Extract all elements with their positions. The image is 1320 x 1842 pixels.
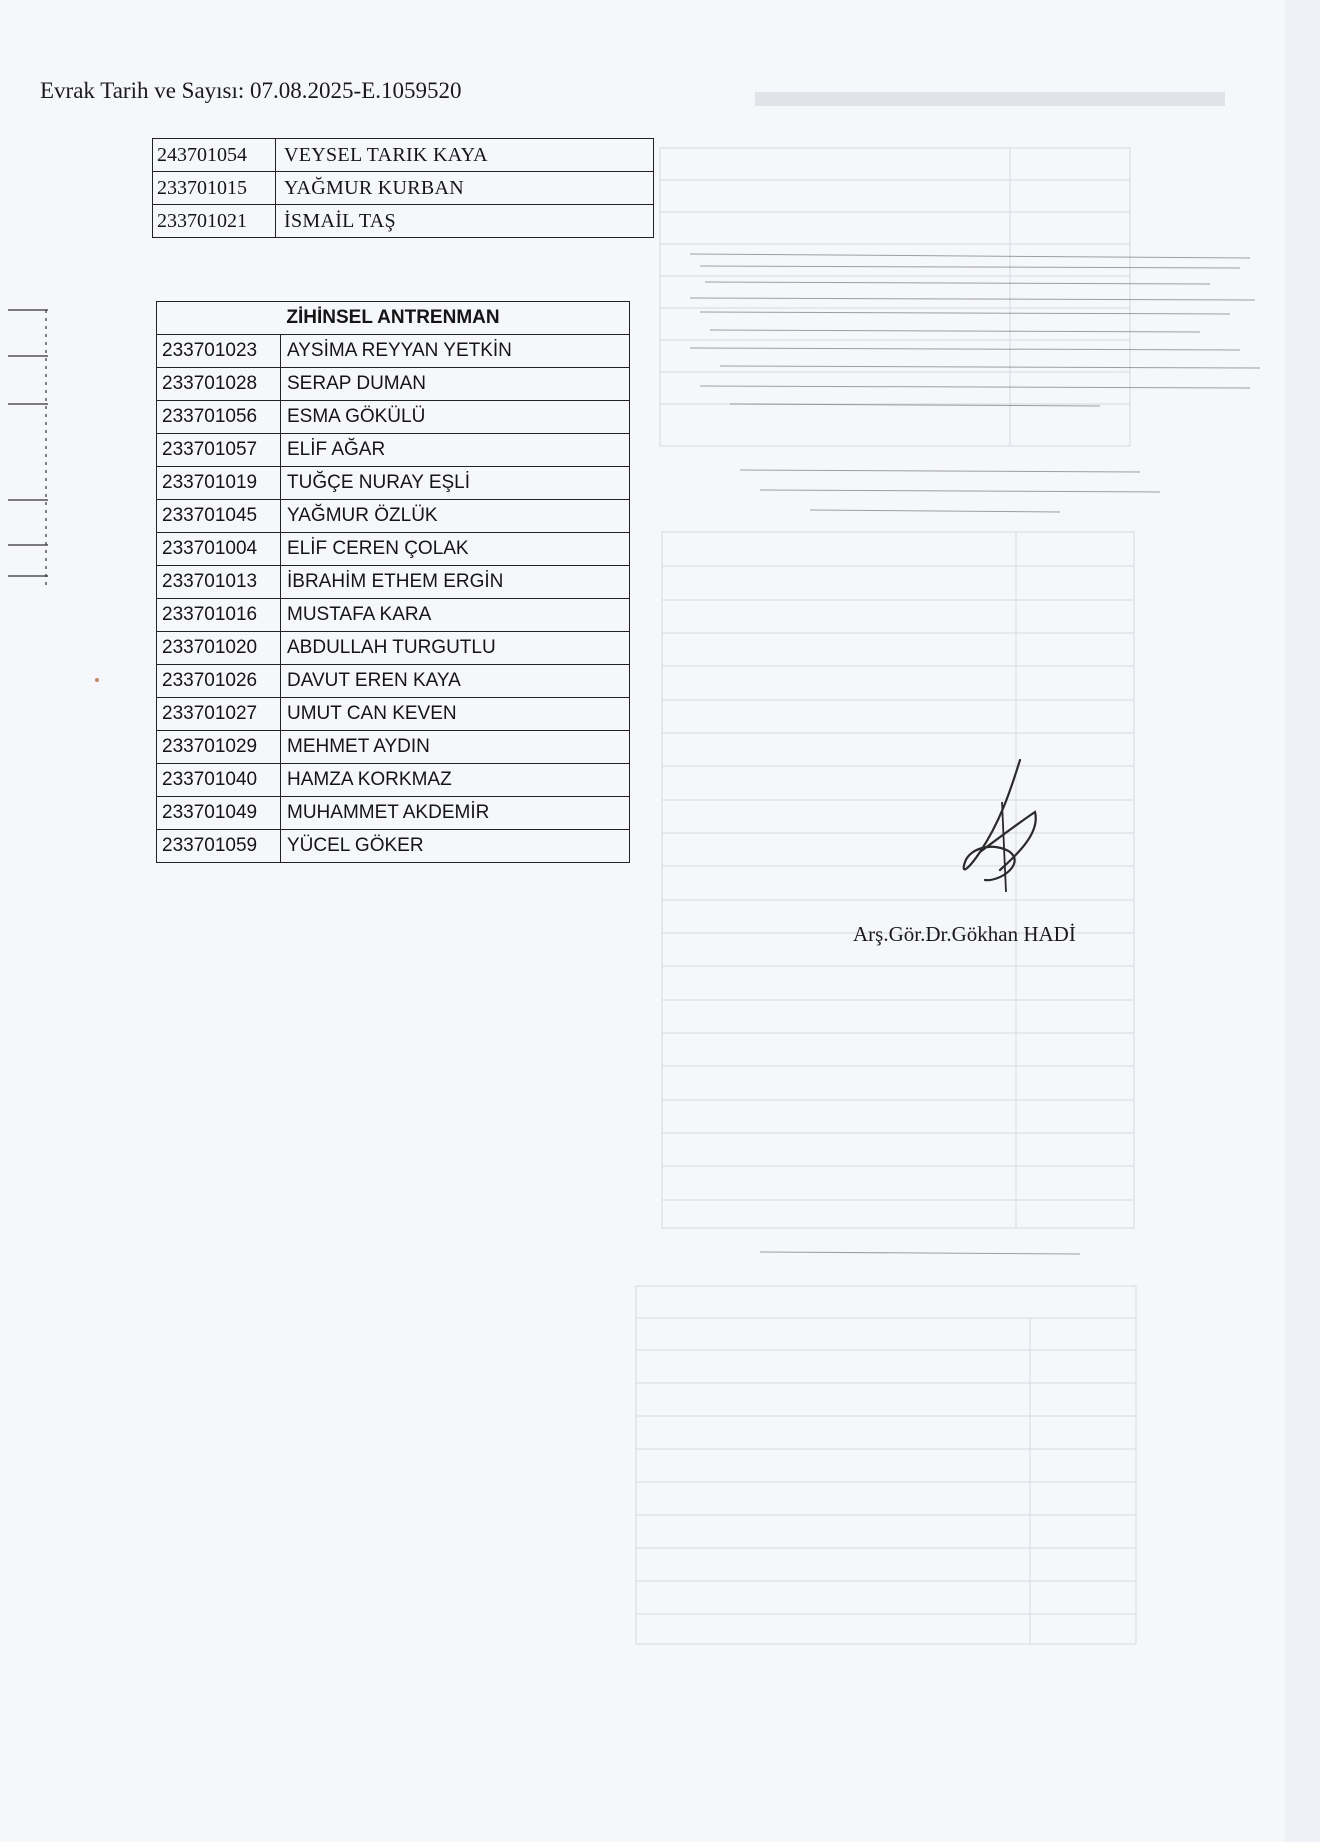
- table-row: [157, 335, 630, 368]
- table-row: [157, 368, 630, 401]
- student-number: 233701027: [157, 698, 281, 731]
- student-table-zihinsel-antrenman: [156, 301, 630, 863]
- student-name: ELİF AĞAR: [281, 434, 630, 467]
- student-name: AYSİMA REYYAN YETKİN: [281, 335, 630, 368]
- student-number: 233701020: [157, 632, 281, 665]
- table-row: [153, 139, 654, 172]
- student-name: YAĞMUR KURBAN: [276, 172, 654, 205]
- table-row: [157, 467, 630, 500]
- student-name: ABDULLAH TURGUTLU: [281, 632, 630, 665]
- signature-name: Arş.Gör.Dr.Gökhan HADİ: [853, 922, 1076, 946]
- table-row: [157, 797, 630, 830]
- margin-marks-decoration: [8, 300, 53, 590]
- student-number: 233701057: [157, 434, 281, 467]
- student-number: 233701040: [157, 764, 281, 797]
- student-name: İSMAİL TAŞ: [276, 205, 654, 238]
- student-name: VEYSEL TARIK KAYA: [276, 139, 654, 172]
- student-name: İBRAHİM ETHEM ERGİN: [281, 566, 630, 599]
- table-row: [157, 599, 630, 632]
- document-header: Evrak Tarih ve Sayısı: 07.08.2025-E.1059520: [40, 78, 462, 103]
- student-name: DAVUT EREN KAYA: [281, 665, 630, 698]
- handwritten-signature: [940, 752, 1050, 902]
- table-row: [157, 434, 630, 467]
- student-number: 233701016: [157, 599, 281, 632]
- student-name: SERAP DUMAN: [281, 368, 630, 401]
- student-number: 233701028: [157, 368, 281, 401]
- table-title: ZİHİNSEL ANTRENMAN: [157, 302, 630, 335]
- table-row: [157, 830, 630, 863]
- student-number: 233701013: [157, 566, 281, 599]
- student-number: 233701021: [153, 205, 276, 238]
- table-row: [157, 731, 630, 764]
- table-row: [157, 401, 630, 434]
- student-name: HAMZA KORKMAZ: [281, 764, 630, 797]
- student-name: MUHAMMET AKDEMİR: [281, 797, 630, 830]
- table-row: [153, 172, 654, 205]
- table-header-row: [157, 302, 630, 335]
- student-name: YÜCEL GÖKER: [281, 830, 630, 863]
- student-number: 233701045: [157, 500, 281, 533]
- table-row: [157, 533, 630, 566]
- student-number: 233701023: [157, 335, 281, 368]
- student-name: TUĞÇE NURAY EŞLİ: [281, 467, 630, 500]
- table-row: [157, 698, 630, 731]
- student-number: 233701015: [153, 172, 276, 205]
- student-name: ELİF CEREN ÇOLAK: [281, 533, 630, 566]
- table-row: [157, 764, 630, 797]
- student-name: UMUT CAN KEVEN: [281, 698, 630, 731]
- table-row: [157, 632, 630, 665]
- table-row: [157, 566, 630, 599]
- student-number: 233701056: [157, 401, 281, 434]
- student-number: 233701004: [157, 533, 281, 566]
- student-table-main-body: [157, 335, 630, 863]
- student-number: 233701059: [157, 830, 281, 863]
- student-number: 243701054: [153, 139, 276, 172]
- table-row: [157, 500, 630, 533]
- table-row: [157, 665, 630, 698]
- student-number: 233701029: [157, 731, 281, 764]
- student-name: YAĞMUR ÖZLÜK: [281, 500, 630, 533]
- student-table-top-body: [153, 139, 654, 238]
- table-row: [153, 205, 654, 238]
- student-number: 233701049: [157, 797, 281, 830]
- student-name: MEHMET AYDIN: [281, 731, 630, 764]
- student-number: 233701019: [157, 467, 281, 500]
- student-number: 233701026: [157, 665, 281, 698]
- student-name: ESMA GÖKÜLÜ: [281, 401, 630, 434]
- student-table-top: [152, 138, 654, 238]
- student-name: MUSTAFA KARA: [281, 599, 630, 632]
